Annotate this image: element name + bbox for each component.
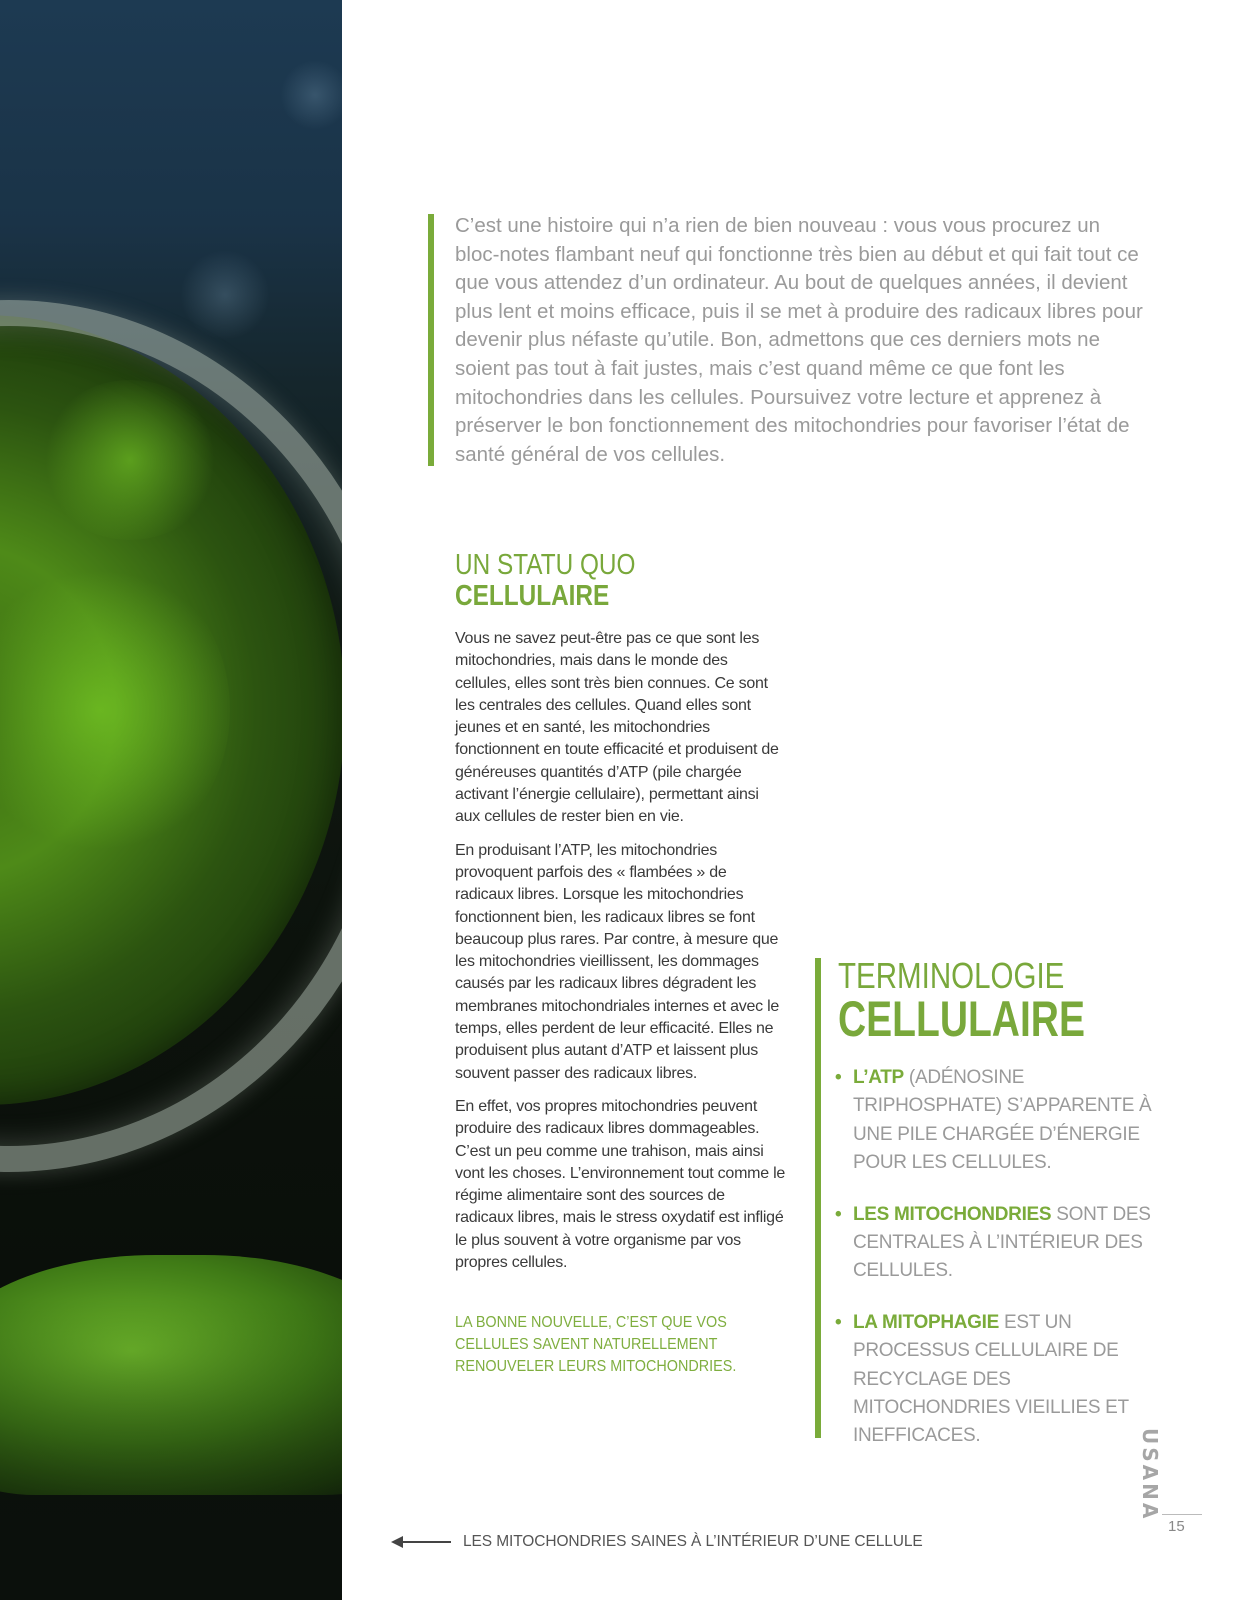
body-column <box>455 628 785 1389</box>
section-heading <box>455 550 670 612</box>
term-keyword: L’ATP <box>853 1067 904 1088</box>
body-paragraph: En effet, vos propres mitochondries peuvent produire des radicaux libres dommageables. C’est un peu comme une trahison, mais ainsi vont les choses. L’environnement tout comme le régime alimentaire sont des sources de radicaux libres, mais le stress oxydatif est infligé le plus souvent à votre organisme par vos propres cellules. <box>455 1097 786 1272</box>
section-title-light: UN STATU QUO <box>455 549 636 581</box>
intro-text: C’est une histoire qui n’a rien de bien nouveau : vous vous procurez un bloc-notes flambant neuf qui fonctionne très bien au début et qui fait tout ce que vous attendez d’un ordinateur. Au bout de quelques années, il devient plus lent et moins efficace, puis il se met à produire des radicaux libres pour devenir plus néfaste qu’utile. Bon, admettons que ces derniers mots ne soient pas tout à fait justes, mais c’est quand même ce que font les mitochondries dans les cellules. Poursuivez votre lecture et apprenez à préserver le bon fonctionnement des mitochondries pour favoriser l’état de santé général de vos cellules. <box>455 214 1143 466</box>
term-keyword: LES MITOCHONDRIES <box>853 1203 1052 1225</box>
divider <box>1162 1514 1202 1515</box>
list-item <box>835 1201 1155 1286</box>
image-caption <box>393 1533 923 1551</box>
term-definition: (ADÉNOSINE TRIPHOSPHATE) S’APPARENTE À UNE PILE CHARGÉE D’ÉNERGIE POUR LES CELLULES. <box>853 1067 1152 1174</box>
cell-membrane <box>0 300 342 1172</box>
bullet-icon: • <box>835 1067 842 1088</box>
cell-illustration <box>0 0 342 1600</box>
page-number: 15 <box>1168 1518 1185 1535</box>
lower-shadow <box>0 1300 342 1500</box>
bokeh-light <box>180 250 270 340</box>
list-item <box>835 1064 1155 1178</box>
terminology-bar <box>815 958 821 1438</box>
bullet-icon: • <box>835 1203 842 1225</box>
body-paragraph: Vous ne savez peut-être pas ce que sont les mitochondries, mais dans le monde des cellules, elles sont très bien connues. Ce sont les centrales des cellules. Quand elles sont jeunes et en santé, les mitochondries fonctionnent en toute efficacité et produisent de généreuses quantités d’ATP (pile chargée activant l’énergie cellulaire), permettant ainsi aux cellules de rester bien en vie. <box>455 630 779 826</box>
callout-text: LA BONNE NOUVELLE, C’EST QUE VOS CELLULES SAVENT NATURELLEMENT RENOUVELER LEURS MITOCHONDRIES. <box>455 1314 737 1376</box>
quote-bar <box>428 214 434 466</box>
term-definition: EST UN PROCESSUS CELLULAIRE DE RECYCLAGE DES MITOCHONDRIES VIEILLIES ET INEFFICACES. <box>853 1311 1129 1447</box>
brand-logo: USANA <box>1138 1428 1162 1522</box>
terminology-title-bold: CELLULAIRE <box>838 991 1085 1047</box>
caption-text: LES MITOCHONDRIES SAINES À L’INTÉRIEUR D’UNE CELLULE <box>463 1533 923 1550</box>
terminology-title-light: TERMINOLOGIE <box>838 955 1065 996</box>
terminology-list <box>835 1064 1155 1474</box>
bullet-icon: • <box>835 1311 842 1333</box>
body-paragraph: En produisant l’ATP, les mitochondries provoquent parfois des « flambées » de radicaux libres. Lorsque les mitochondries fonctionnent bien, les radicaux libres se font beaucoup plus rares. Par contre, à mesure que les mitochondries vieillissent, les dommages causés par les radicaux libres dégradent les membranes mitochondriales internes et avec le temps, elles perdent de leur efficacité. Elles ne produisent plus autant d’ATP et laissent plus souvent passer des radicaux libres. <box>455 841 780 1082</box>
bokeh-light <box>280 60 342 130</box>
intro-quote <box>428 212 1148 469</box>
term-keyword: LA MITOPHAGIE <box>853 1311 999 1333</box>
arrow-left-icon <box>393 1541 451 1543</box>
term-definition: SONT DES CENTRALES À L’INTÉRIEUR DES CELLULES. <box>853 1203 1151 1282</box>
list-item <box>835 1309 1155 1451</box>
section-title-bold: CELLULAIRE <box>455 580 610 612</box>
